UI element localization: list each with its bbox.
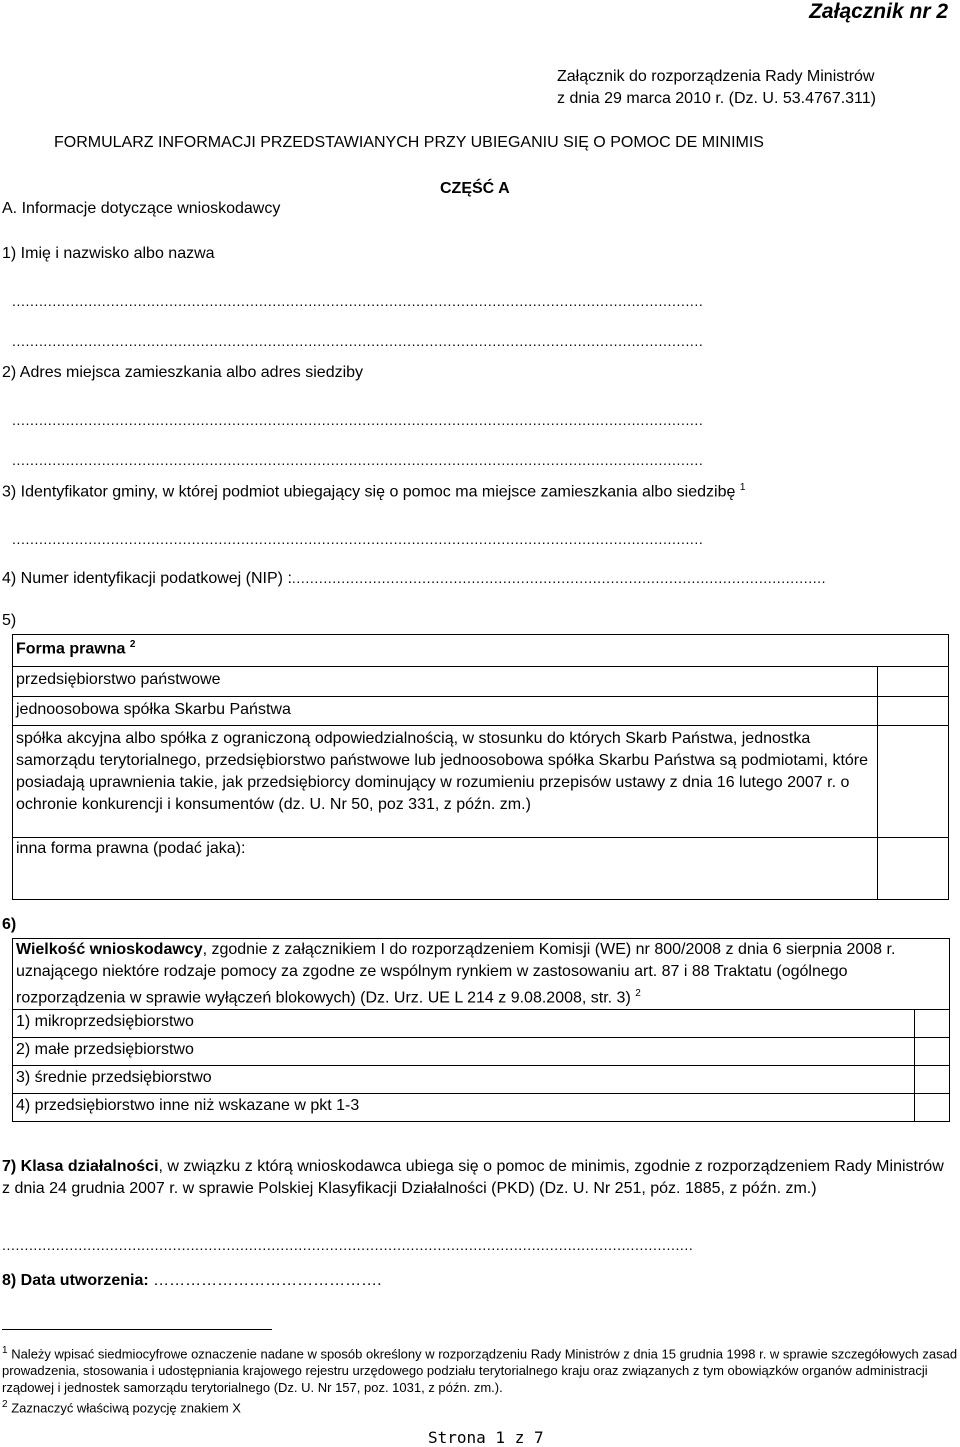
- field-4-row: [2, 570, 954, 588]
- page-number: Strona 1 z 7: [428, 1428, 544, 1447]
- footnote-2-text: Zaznaczyć właściwą pozycję znakiem X: [11, 1400, 241, 1416]
- activity-class-description: , w związku z którą wnioskodawca ubiega się o pomoc de minimis, zgodnie z rozporządzeniem Rady Ministrów z dnia 24 grudnia 2007 r. w sprawie Polskiej Klasyfikacji Działalności (PKD) (Dz. U. Nr 251, póz. 1885, z późn. zm.): [2, 1158, 944, 1197]
- company-size-heading: [13, 939, 950, 1010]
- footnote-1: [2, 1342, 958, 1396]
- activity-class-label: 7) Klasa działalności: [2, 1158, 159, 1175]
- company-size-option: 2) małe przedsiębiorstwo: [13, 1038, 915, 1066]
- field-4-label: 4) Numer identyfikacji podatkowej (NIP) :: [2, 570, 292, 587]
- footnote-divider: [2, 1329, 272, 1330]
- annex-title: Załącznik nr 2: [809, 0, 948, 23]
- section-a-heading: A. Informacje dotyczące wnioskodawcy: [2, 200, 281, 217]
- company-size-option: 1) mikroprzedsiębiorstwo: [13, 1010, 915, 1038]
- footnote-1-text: Należy wpisać siedmiocyfrowe oznaczenie nadane w sposób określony w rozporządzeniu Rady Ministrów z dnia 15 grudnia 1998 r. w sprawie szczegółowych zasad prowadzenia, stosowania i udostępniania krajowego rejestru urzędowego podziału terytorialnego kraju oraz związanych z tym obowiązków organów administracji rządowej i jednostek samorządu terytorialnego (Dz. U. Nr 157, poz. 1031, z późn. zm.).: [2, 1346, 958, 1396]
- activity-class-text: [2, 1156, 954, 1200]
- section-6-number: 6): [2, 916, 17, 933]
- footnote-2-mark: 2: [2, 1399, 8, 1410]
- legal-form-checkbox[interactable]: [878, 697, 949, 726]
- company-size-heading-text: , zgodnie z załącznikiem I do rozporządzeniem Komisji (WE) nr 800/2008 z dnia 6 sierpnia 2008 r. uznającego niektóre rodzaje pomocy za zgodne ze wspólnym rynkiem w zastosowaniu art. 87 i 88 Traktatu (ogólnego rozporządzenia w sprawie wyłączeń blokowych) (Dz. Urz. UE L 214 z 9.08.2008, str. 3): [16, 941, 896, 1007]
- field-2-line-2[interactable]: ..........................................................................................................................................................: [12, 453, 704, 467]
- legal-form-option: jednoosobowa spółka Skarbu Państwa: [13, 697, 878, 726]
- footnote-ref-1: 1: [739, 482, 746, 493]
- company-size-checkbox[interactable]: [915, 1010, 950, 1038]
- legal-form-table: [12, 634, 949, 900]
- company-size-option: 3) średnie przedsiębiorstwo: [13, 1066, 915, 1094]
- field-3-label: [2, 482, 745, 501]
- creation-date-row: [2, 1272, 382, 1290]
- field-3-line[interactable]: ..........................................................................................................................................................: [12, 532, 704, 546]
- company-size-checkbox[interactable]: [915, 1066, 950, 1094]
- nip-input-line[interactable]: .......................................................................................................................: [291, 570, 827, 586]
- company-size-table: [12, 938, 950, 1122]
- field-1-line-2[interactable]: ..........................................................................................................................................................: [12, 334, 704, 348]
- creation-date-label: 8) Data utworzenia:: [2, 1272, 149, 1289]
- company-size-heading-bold: Wielkość wnioskodawcy: [16, 941, 203, 958]
- footnote-1-mark: 1: [2, 1345, 8, 1356]
- regulation-line-2: z dnia 29 marca 2010 r. (Dz. U. 53.4767.311): [557, 90, 876, 107]
- company-size-option: 4) przedsiębiorstwo inne niż wskazane w pkt 1-3: [13, 1094, 915, 1122]
- field-3-label-text: 3) Identyfikator gminy, w której podmiot ubiegający się o pomoc ma miejsce zamieszkania albo siedzibę: [2, 483, 736, 501]
- legal-form-option: inna forma prawna (podać jaka):: [13, 838, 878, 900]
- footnote-ref-2: 2: [129, 639, 136, 650]
- footnote-ref-2: 2: [635, 988, 641, 999]
- creation-date-input-line[interactable]: …………………………………….: [148, 1272, 382, 1289]
- section-5-number: 5): [2, 612, 17, 629]
- footnote-2: [2, 1396, 958, 1416]
- form-title: FORMULARZ INFORMACJI PRZEDSTAWIANYCH PRZY UBIEGANIU SIĘ O POMOC DE MINIMIS: [54, 134, 764, 151]
- regulation-line-1: Załącznik do rozporządzenia Rady Ministrów: [557, 68, 875, 85]
- field-2-label: 2) Adres miejsca zamieszkania albo adres siedziby: [2, 364, 364, 381]
- company-size-checkbox[interactable]: [915, 1094, 950, 1122]
- field-1-line-1[interactable]: ..........................................................................................................................................................: [12, 294, 704, 308]
- legal-form-heading: [13, 635, 949, 667]
- field-2-line-1[interactable]: ..........................................................................................................................................................: [12, 413, 704, 427]
- legal-form-checkbox[interactable]: [878, 838, 949, 900]
- legal-form-option: spółka akcyjna albo spółka z ograniczoną odpowiedzialnością, w stosunku do których Skarb Państwa, jednostka samorządu terytorialnego, przedsiębiorstwo państwowe lub jednoosobowa spółka Skarbu Państwa są podmiotami, które posiadają uprawnienia takie, jak przedsiębiorcy dominujący w rozumieniu przepisów ustawy z dnia 16 lutego 2007 r. o ochronie konkurencji i konsumentów (dz. U. Nr 50, poz 331, z późn. zm.): [13, 726, 878, 838]
- legal-form-checkbox[interactable]: [878, 667, 949, 697]
- part-heading: CZĘŚĆ A: [440, 180, 510, 197]
- legal-form-heading-text: Forma prawna: [16, 640, 126, 658]
- company-size-checkbox[interactable]: [915, 1038, 950, 1066]
- field-1-label: 1) Imię i nazwisko albo nazwa: [2, 245, 215, 262]
- legal-form-option: przedsiębiorstwo państwowe: [13, 667, 878, 697]
- legal-form-checkbox[interactable]: [878, 726, 949, 838]
- activity-class-line[interactable]: ..........................................................................................................................................................: [2, 1238, 694, 1252]
